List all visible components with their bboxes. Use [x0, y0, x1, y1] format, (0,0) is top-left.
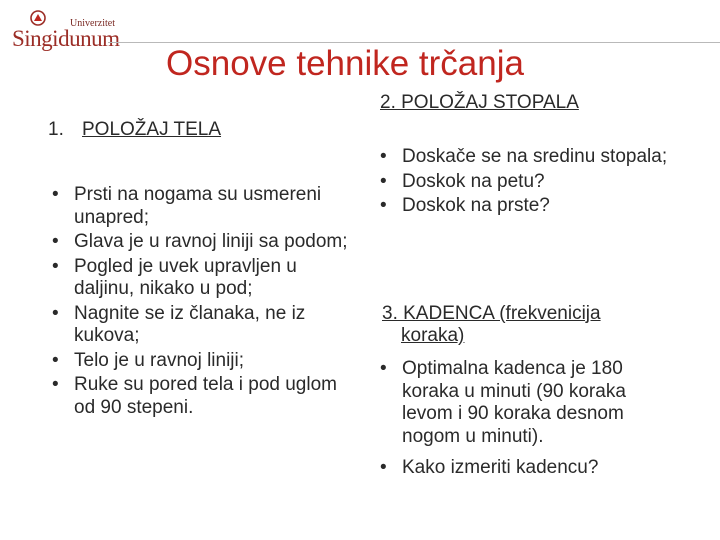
- bullet-icon: •: [52, 255, 59, 277]
- section2-list: [380, 146, 720, 220]
- bullet-icon: •: [52, 302, 59, 324]
- logo-university-text: Univerzitet: [70, 18, 115, 29]
- bullet-icon: •: [380, 170, 387, 192]
- list-item: • Nagnite se iz članaka, ne iz kukova;: [52, 302, 306, 346]
- bullet-icon: •: [380, 358, 387, 379]
- list-item: • Optimalna kadenca je 180 koraka u minuti (90 koraka levom i 90 koraka desnom nogom u minuti).: [380, 358, 626, 447]
- section1-list: [52, 184, 352, 421]
- list-item: • Doskok na prste?: [380, 195, 550, 216]
- section2-heading: 2. POLOŽAJ STOPALA: [380, 92, 579, 113]
- list-item: • Doskače se na sredinu stopala;: [380, 146, 668, 167]
- list-item: • Glava je u ravnoj liniji sa podom;: [52, 231, 348, 252]
- bullet-icon: •: [52, 349, 59, 371]
- header-divider: [108, 42, 720, 43]
- list-item: • Doskok na petu?: [380, 170, 545, 192]
- section1-heading: [48, 119, 221, 141]
- university-logo: [12, 8, 120, 51]
- bullet-icon: •: [52, 231, 59, 252]
- list-item: • Ruke su pored tela i pod uglom od 90 stepeni.: [52, 374, 337, 418]
- section1-number: 1.: [48, 119, 64, 140]
- bullet-icon: •: [52, 184, 59, 205]
- bullet-icon: •: [52, 374, 59, 395]
- bullet-icon: •: [380, 146, 387, 167]
- logo-emblem-icon: [30, 10, 46, 26]
- section3-heading-line2: koraka): [401, 325, 465, 346]
- list-item: • Telo je u ravnoj liniji;: [52, 349, 245, 371]
- section3-heading-line1: 3. KADENCA (frekvenicija: [382, 303, 601, 324]
- section3-list: [380, 358, 670, 489]
- list-item: • Kako izmeriti kadencu?: [380, 457, 599, 478]
- list-item: • Prsti na nogama su usmereni unapred;: [52, 184, 322, 228]
- section1-heading-text: POLOŽAJ TELA: [82, 119, 222, 140]
- logo-name-text: Singidunum: [12, 26, 120, 51]
- bullet-icon: •: [380, 457, 387, 478]
- bullet-icon: •: [380, 195, 387, 216]
- slide-title: Osnove tehnike trčanja: [166, 44, 524, 83]
- list-item: • Pogled je uvek upravljen u daljinu, nikako u pod;: [52, 255, 297, 299]
- section3-heading: [382, 303, 682, 347]
